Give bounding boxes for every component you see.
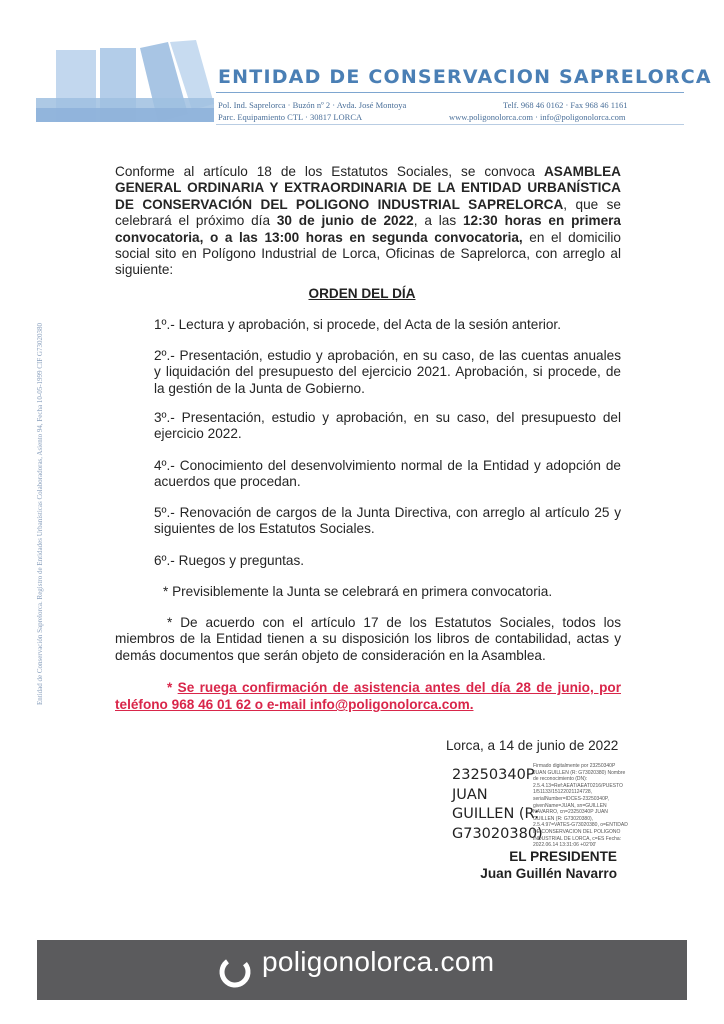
- header-divider: [216, 92, 684, 93]
- agenda-item-text: Renovación de cargos de la Junta Directiva, con arreglo al artículo 25 y siguientes de los Estatutos Sociales.: [154, 505, 621, 537]
- agenda-item: [154, 317, 621, 333]
- header-divider-2: [216, 124, 684, 125]
- confirmation-star: *: [167, 680, 178, 695]
- intro-paragraph: [115, 164, 621, 279]
- agenda-item-number: 5º.-: [154, 505, 175, 520]
- agenda-item: [154, 348, 621, 397]
- president-block: [380, 848, 617, 882]
- web-email: www.poligonolorca.com · info@poligonolorca.com: [449, 112, 626, 122]
- agenda-item-number: 3º.-: [154, 410, 175, 425]
- agenda-item-text: Conocimiento del desenvolvimiento normal de la Entidad y adopción de acuerdos que procedan.: [154, 458, 621, 490]
- agenda-item: [154, 458, 621, 491]
- org-title: ENTIDAD DE CONSERVACION SAPRELORCA: [218, 66, 712, 88]
- note-statutes: * De acuerdo con el artículo 17 de los Estatutos Sociales, todos los miembros de la Entidad tienen a su disposición los libros de contabilidad, actas y demás documentos que serán objeto de consideración en la Asamblea.: [115, 615, 621, 663]
- address-line-1: Pol. Ind. Saprelorca · Buzón nº 2 · Avda. José Montoya: [218, 100, 407, 110]
- agenda-item: [154, 553, 621, 569]
- confirmation-request: [115, 679, 621, 713]
- intro-text-3: , a las: [413, 213, 463, 229]
- logo-icon: [36, 38, 216, 130]
- date-line: Lorca, a 14 de junio de 2022: [446, 738, 619, 753]
- agenda-item: [154, 505, 621, 538]
- president-name: Juan Guillén Navarro: [480, 866, 617, 881]
- agenda-item-number: 1º.-: [154, 317, 175, 332]
- intro-bold-2: 30 de junio de 2022: [276, 213, 414, 229]
- intro-text-1: Conforme al artículo 18 de los Estatutos Sociales, se convoca: [115, 164, 544, 179]
- orden-del-dia-title: ORDEN DEL DÍA: [308, 286, 416, 301]
- intro-text-2: , que se celebrará el próximo día: [115, 196, 621, 229]
- circle-logo-icon: [217, 954, 253, 990]
- signature-name-block: 23250340P JUAN GUILLEN (R: G73020380): [452, 767, 543, 842]
- intro-bold-1: ASAMBLEA GENERAL ORDINARIA Y EXTRAORDINARIA DE LA ENTIDAD URBANÍSTICA DE CONSERVACIÓN DEL POLIGONO INDUSTRIAL SAPRELORCA: [115, 164, 621, 212]
- address-line-2: Parc. Equipamiento CTL · 30817 LORCA: [218, 112, 363, 122]
- president-role: EL PRESIDENTE: [509, 849, 617, 864]
- intro-bold-3: 12:30 horas en primera convocatoria, o a las 13:00 horas en segunda convocatoria,: [115, 213, 621, 245]
- confirmation-text: Se ruega confirmación de asistencia antes del día 28 de junio, por teléfono 968 46 01 62 o e-mail info@poligonolorca.com.: [115, 680, 621, 712]
- signature-digital-details: Firmado digitalmente por 23250340P JUAN GUILLEN (R: G73020380) Nombre de reconocimiento (DN): 2.5.4.13=Ref:AEAT/AEAT0216/PUESTO 1/51133/15122021124728, serialNumber=IDCES-23250340P, givenName=JUAN, sn=GUILLEN NAVARRO, cn=23250340P JUAN GUILLEN (R: G73020380), 2.5.4.97=VATES-G73020380, o=ENTIDAD DE CONSERVACION DEL POLIGONO INDUSTRIAL DE LORCA, c=ES Fecha: 2022.06.14 13:31:06 +02'00': [533, 763, 628, 849]
- agenda-item-number: 4º.-: [154, 458, 175, 473]
- footer-site: poligonolorca.com: [262, 946, 495, 977]
- agenda-item-text: Lectura y aprobación, si procede, del Acta de la sesión anterior.: [174, 317, 561, 332]
- phone-fax: Telf. 968 46 0162 · Fax 968 46 1161: [503, 100, 628, 110]
- agenda-item-text: Presentación, estudio y aprobación, en su caso, del presupuesto del ejercicio 2022.: [154, 410, 621, 442]
- agenda-item-number: 6º.-: [154, 553, 175, 568]
- intro-text-4: en el domicilio social sito en Polígono Industrial de Lorca, Oficinas de Saprelorca, con arreglo al siguiente:: [115, 229, 621, 278]
- note-first-call: * Previsiblemente la Junta se celebrará en primera convocatoria.: [163, 584, 553, 599]
- agenda-item-number: 2º.-: [154, 348, 175, 363]
- agenda-item: [154, 410, 621, 443]
- side-registry-text: Entidad de Conservación Saprelorca. Registro de Entidades Urbanísticas Colaboradoras, Asiento 94, Fecha 10-05-1999 CIF G73020380: [36, 323, 44, 706]
- agenda-item-text: Ruegos y preguntas.: [174, 553, 305, 568]
- agenda-item-text: Presentación, estudio y aprobación, en su caso, de las cuentas anuales y liquidación del presupuesto del ejercicio 2021. Aprobación, si procede, de la gestión de la Junta de Gobierno.: [154, 348, 621, 396]
